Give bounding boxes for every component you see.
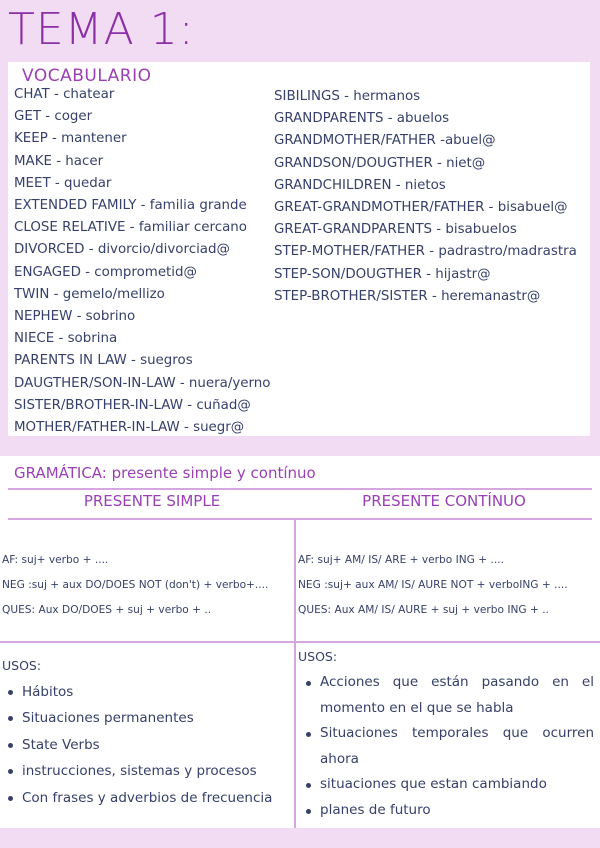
vocabulary-box [8,62,590,436]
formula-affirmative: AF: suj+ verbo + .... [2,554,109,566]
usos-label-continuous: USOS: [298,649,338,664]
formula-negative: NEG :suj + aux DO/DOES NOT (don't) + verbo+.... [2,579,269,591]
vocab-item: GREAT-GRANDMOTHER/FATHER - bisabuel@ [274,200,568,216]
uses-list-continuous [300,670,594,823]
vocab-item: GRANDMOTHER/FATHER -abuel@ [274,133,496,149]
vocab-item: STEP-BROTHER/SISTER - heremanastr@ [274,288,541,304]
divider-line [8,488,592,490]
vocab-item: SISTER/BROTHER-IN-LAW - cuñad@ [14,397,251,413]
vocab-item: MOTHER/FATHER-IN-LAW - suegr@ [14,420,245,436]
vocab-item: GREAT-GRANDPARENTS - bisabuelos [274,222,517,238]
vocab-item: STEP-MOTHER/FATHER - padrastro/madrastra [274,244,577,260]
column-heading-continuous: PRESENTE CONTÍNUO [362,492,526,510]
formula-negative: NEG :suj+ aux AM/ IS/ AURE NOT + verboING + .... [298,579,568,591]
column-heading-simple: PRESENTE SIMPLE [83,492,221,510]
vocab-item: KEEP - mantener [14,131,127,147]
vocab-item: MAKE - hacer [14,153,104,169]
vocab-item: GRANDSON/DOUGTHER - niet@ [274,155,486,171]
vocab-item: SIBILINGS - hermanos [274,89,421,104]
vocab-item: CHAT - chatear [14,87,115,102]
grammar-title: GRAMÁTICA: presente simple y contínuo [14,464,316,482]
vocabulary-title: VOCABULARIO [22,66,152,86]
vocab-item: EXTENDED FAMILY - familia grande [14,198,247,214]
formula-question: QUES: Aux AM/ IS/ AURE + suj + verbo ING + .. [298,604,549,616]
vocab-item: ENGAGED - comprometid@ [14,264,197,280]
vocab-item: DIVORCED - divorcio/divorciad@ [14,242,230,258]
uses-list-simple [2,679,290,811]
grammar-box [0,456,600,828]
vocab-item: STEP-SON/DOUGTHER - hijastr@ [274,266,491,282]
list-item: State Verbs [2,732,290,758]
column-divider [294,518,296,828]
page-title: TEMA 1: [8,4,195,55]
vocab-item: CLOSE RELATIVE - familiar cercano [14,220,247,236]
formula-list-continuous [298,548,568,623]
list-item: Situaciones permanentes [2,705,290,731]
list-item: Hábitos [2,679,290,705]
list-item: situaciones que estan cambiando [300,772,594,798]
list-item: Situaciones temporales que ocurren ahora [300,721,594,772]
usos-label-simple: USOS: [2,658,42,673]
list-item: planes de futuro [300,798,594,824]
list-item: Con frases y adverbios de frecuencia [2,785,290,811]
list-item: instrucciones, sistemas y procesos [2,758,290,784]
divider-line [8,518,592,520]
vocab-item: PARENTS IN LAW - suegros [14,353,193,369]
vocab-item: GRANDCHILDREN - nietos [274,177,446,193]
formula-question: QUES: Aux DO/DOES + suj + verbo + .. [2,604,212,616]
vocab-item: MEET - quedar [14,175,112,191]
vocab-item: NIECE - sobrina [14,331,118,347]
vocab-item: GET - coger [14,109,93,125]
formula-affirmative: AF: suj+ AM/ IS/ ARE + verbo ING + .... [298,554,504,566]
vocab-item: NEPHEW - sobrino [14,309,136,325]
vocabulary-list-left [14,84,270,439]
list-item: Acciones que están pasando en el momento en el que se habla [300,670,594,721]
formula-list-simple [2,548,268,623]
vocab-item: GRANDPARENTS - abuelos [274,111,450,127]
vocab-item: DAUGTHER/SON-IN-LAW - nuera/yerno [14,375,271,391]
divider-line [0,641,600,643]
vocabulary-list-right [274,86,577,308]
vocab-item: TWIN - gemelo/mellizo [14,286,165,302]
